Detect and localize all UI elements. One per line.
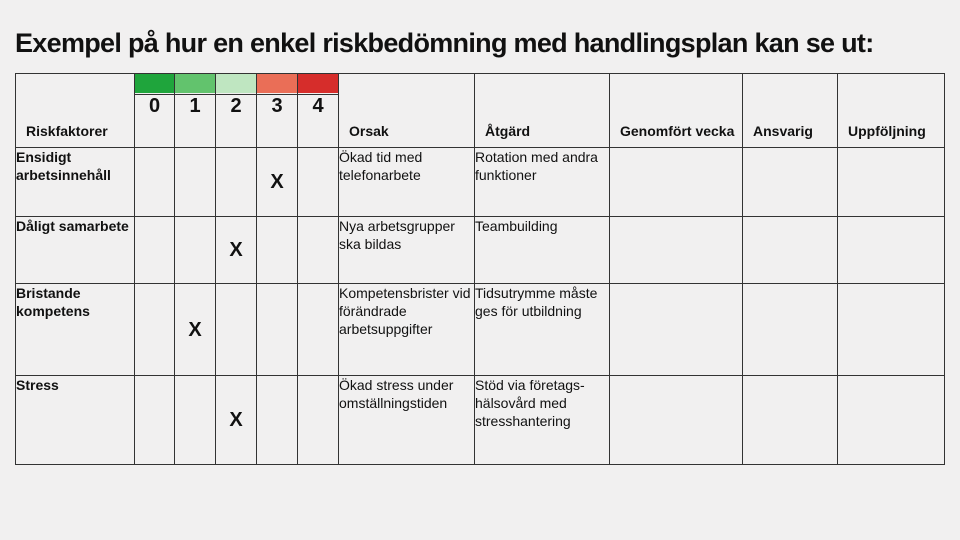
risk-level-mark: X: [188, 318, 202, 341]
scale-label-3: 3: [257, 95, 298, 148]
scale-swatch-3: [257, 74, 298, 95]
level-1-cell: [175, 376, 216, 465]
level-0-cell: [135, 376, 175, 465]
risk-factor-cell: Stress: [16, 376, 135, 465]
risk-level-mark: X: [270, 171, 284, 193]
level-2-cell: [216, 376, 257, 465]
header-genomfort-vecka: Genomfört vecka: [610, 74, 743, 148]
level-3-cell: [257, 376, 298, 465]
risk-level-mark: X: [229, 409, 243, 431]
scale-label-4: 4: [298, 95, 339, 148]
header-riskfaktorer-label: Riskfaktorer: [26, 123, 108, 139]
week-cell: [610, 148, 743, 217]
scale-swatch-0: [135, 74, 175, 95]
action-cell: Rotation med andra funktioner: [475, 148, 610, 217]
header-atgard: Åtgärd: [475, 74, 610, 148]
followup-cell: [838, 148, 945, 217]
level-4-cell: [298, 217, 339, 284]
scale-swatch-2: [216, 74, 257, 95]
cause-cell: Nya arbetsgrupper ska bildas: [339, 217, 475, 284]
risk-factor-cell: Ensidigt arbetsinnehåll: [16, 148, 135, 217]
scale-color-row: [16, 74, 945, 95]
responsible-cell: [743, 376, 838, 465]
level-0-cell: [135, 148, 175, 217]
swatch-2: [216, 74, 256, 93]
swatch-1: [175, 74, 215, 93]
level-4-cell: [298, 284, 339, 376]
risk-factor-cell: Bristande kompetens: [16, 284, 135, 376]
swatch-3: [257, 74, 297, 93]
level-4-cell: [298, 148, 339, 217]
level-3-cell: [257, 284, 298, 376]
header-uppfoljning: Uppföljning: [838, 74, 945, 148]
level-1-cell: [175, 217, 216, 284]
table-row: [16, 284, 945, 376]
page-title: Exempel på hur en enkel riskbedömning med handlingsplan kan se ut:: [15, 28, 874, 58]
risk-level-mark: X: [229, 239, 243, 261]
level-0-cell: [135, 217, 175, 284]
level-1-cell: [175, 284, 216, 376]
responsible-cell: [743, 284, 838, 376]
level-1-cell: [175, 148, 216, 217]
cause-cell: Ökad stress under omställningstiden: [339, 376, 475, 465]
week-cell: [610, 217, 743, 284]
swatch-4: [298, 74, 338, 93]
table-row: [16, 148, 945, 217]
scale-label-1: 1: [175, 95, 216, 148]
followup-cell: [838, 284, 945, 376]
header-ansvarig: Ansvarig: [743, 74, 838, 148]
level-2-cell: [216, 217, 257, 284]
action-cell: Teambuilding: [475, 217, 610, 284]
responsible-cell: [743, 217, 838, 284]
week-cell: [610, 376, 743, 465]
level-3-cell: [257, 148, 298, 217]
level-4-cell: [298, 376, 339, 465]
swatch-0: [135, 74, 174, 93]
level-0-cell: [135, 284, 175, 376]
scale-swatch-4: [298, 74, 339, 95]
action-cell: Tidsutrymme måste ges för utbildning: [475, 284, 610, 376]
table-row: [16, 217, 945, 284]
level-3-cell: [257, 217, 298, 284]
header-riskfaktorer: [16, 74, 135, 148]
risk-assessment-table: [15, 73, 945, 465]
followup-cell: [838, 217, 945, 284]
scale-label-0: 0: [135, 95, 175, 148]
table-row: [16, 376, 945, 465]
header-orsak: Orsak: [339, 74, 475, 148]
level-2-cell: [216, 284, 257, 376]
action-cell: Stöd via företags-hälsovård med stresshantering: [475, 376, 610, 465]
risk-factor-cell: Dåligt samarbete: [16, 217, 135, 284]
responsible-cell: [743, 148, 838, 217]
level-2-cell: [216, 148, 257, 217]
scale-swatch-1: [175, 74, 216, 95]
followup-cell: [838, 376, 945, 465]
scale-label-2: 2: [216, 95, 257, 148]
week-cell: [610, 284, 743, 376]
cause-cell: Kompetensbrister vid förändrade arbetsuppgifter: [339, 284, 475, 376]
cause-cell: Ökad tid med telefonarbete: [339, 148, 475, 217]
